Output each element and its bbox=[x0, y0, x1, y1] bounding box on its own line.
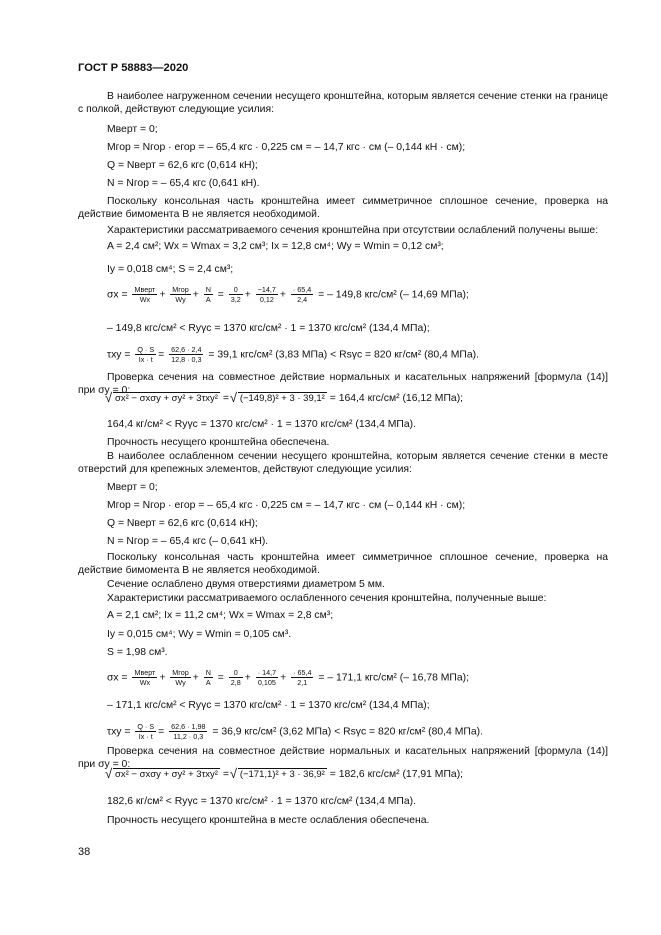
paragraph: Характеристики рассматриваемого ослабленного сечения кронштейна, полученные выше: bbox=[107, 593, 547, 604]
formula-line: Q = Nверт = 62,6 кгс (0,614 кН); bbox=[107, 160, 258, 171]
formula-line: S = 1,98 см³. bbox=[107, 647, 168, 658]
formula-line: Q = Nверт = 62,6 кгс (0,614 кН); bbox=[107, 518, 258, 529]
formula-line: – 149,8 кгс/см² < Ryγc = 1370 кгс/см² · 1 = 1370 кгс/см² (134,4 МПа); bbox=[107, 323, 430, 334]
fraction: $\frac{N}{A}$ bbox=[205, 668, 211, 687]
fraction: $\frac{\cdot 65,4}{2,4}$ bbox=[292, 285, 312, 304]
formula-line: N = Nгор = – 65,4 кгс (0,641 кН). bbox=[107, 178, 260, 189]
fraction: $\frac{\text{Mверт}}{Wx}$ bbox=[134, 668, 156, 687]
formula-lhs: τxy = bbox=[107, 349, 131, 361]
formula-lhs: σx = bbox=[107, 289, 128, 301]
formula-result: = 39,1 кгс/см² (3,83 МПа) < Rsγc = 820 кг/см² (80,4 МПа). bbox=[208, 349, 479, 361]
fraction: $\frac{\cdot 65,4}{2,1}$ bbox=[293, 668, 312, 687]
paragraph: Поскольку консольная часть кронштейна имеет симметричное сплошное сечение, проверка на действие бимомента B не является необходимой. bbox=[78, 196, 608, 220]
formula-line: N = Nгор = – 65,4 кгс (– 0,641 кН). bbox=[107, 536, 269, 547]
paragraph: Проверка сечения на совместное действие нормальных и касательных напряжений [формула (14)] при σy = 0: bbox=[78, 746, 608, 770]
paragraph: Проверка сечения на совместное действие нормальных и касательных напряжений [формула (14)] при σy = 0: bbox=[78, 372, 608, 396]
formula-line: Iy = 0,018 см⁴; S = 2,4 см³; bbox=[107, 264, 234, 275]
paragraph: Прочность несущего кронштейна обеспечена. bbox=[107, 437, 330, 448]
formula-line: 164,4 кг/см² < Ryγc = 1370 кгс/см² · 1 = 1370 кгс/см² (134,4 МПа). bbox=[107, 419, 417, 430]
formula-line: A = 2,1 см²; Ix = 11,2 см⁴; Wx = Wmax = 2,8 см³; bbox=[107, 610, 334, 621]
paragraph: Сечение ослаблено двумя отверстиями диаметром 5 мм. bbox=[107, 579, 385, 590]
formula-line: Mверт = 0; bbox=[107, 482, 158, 493]
fraction: $\frac{Q \cdot S}{Ix \cdot t}$ bbox=[137, 722, 155, 741]
fraction: $\frac{\text{Mгор}}{Wy}$ bbox=[172, 285, 189, 304]
sqrt-expression: √ (−171,1)² + 3 · 36,9² bbox=[238, 768, 327, 781]
formula-result: = 164,4 кгс/см² (16,12 МПа); bbox=[329, 393, 464, 404]
formula-result: = 182,6 кгс/см² (17,91 МПа); bbox=[329, 769, 464, 780]
fraction: $\frac{Q \cdot S}{Ix \cdot t}$ bbox=[137, 345, 155, 364]
paragraph: В наиболее ослабленном сечении несущего кронштейна, которым является сечение стенки в месте отверстий для крепежных элементов, действуют следующие усилия: bbox=[78, 451, 608, 475]
formula-result: = – 149,8 кгс/см² (– 14,69 МПа); bbox=[318, 289, 469, 301]
fraction: $\frac{\text{Mгор}}{Wy}$ bbox=[172, 668, 189, 687]
fraction: $\frac{-14,7}{0,12}$ bbox=[257, 285, 276, 304]
paragraph: Характеристики рассматриваемого сечения кронштейна при отсутствии ослаблений получены выше: bbox=[107, 225, 599, 236]
combined-check-formula: √ σx² − σxσy + σy² + 3τxy² = √ (−171,1)² + 3 · 36,9² = 182,6 кгс/см² (17,91 МПа); bbox=[107, 768, 463, 781]
formula-line: – 171,1 кгс/см² < Ryγc = 1370 кгс/см² · 1 = 1370 кгс/см² (134,4 МПа); bbox=[107, 700, 430, 711]
paragraph: Прочность несущего кронштейна в месте ослабления обеспечена. bbox=[107, 815, 430, 826]
fraction: $\frac{0}{2,8}$ bbox=[230, 668, 241, 687]
sigma-formula: σx = $\frac{\text{Mверт}}{Wx}$ + $\frac{\text{Mгор}}{Wy}$ + $\frac{N}{A}$ = $\frac{0}{3,2}$ + $\frac{-14,7}{0,12}$ + $\frac{\cdot 65,4}{2,4}$ = – 149,8 кгс/см² (– 14,69 МПа); bbox=[107, 285, 469, 304]
tau-formula: τxy = $\frac{Q \cdot S}{Ix \cdot t}$ = $\frac{62,6 \cdot 1,98}{11,2 \cdot 0,3}$ = 36,9 кгс/см² (3,62 МПа) < Rsγc = 820 кг/см² (80,4 МПа). bbox=[107, 722, 483, 741]
formula-line: 182,6 кг/см² < Ryγc = 1370 кгс/см² · 1 = 1370 кгс/см² (134,4 МПа). bbox=[107, 796, 417, 807]
tau-formula: τxy = $\frac{Q \cdot S}{Ix \cdot t}$ = $\frac{62,6 \cdot 2,4}{12,8 \cdot 0,3}$ = 39,1 кгс/см² (3,83 МПа) < Rsγc = 820 кг/см² (80,4 МПа). bbox=[107, 345, 479, 364]
formula-line: Iy = 0,015 см⁴; Wy = Wmin = 0,105 см³. bbox=[107, 629, 292, 640]
sqrt-expression: √ σx² − σxσy + σy² + 3τxy² bbox=[113, 392, 220, 405]
fraction: $\frac{62,6 \cdot 1,98}{11,2 \cdot 0,3}$ bbox=[171, 722, 206, 741]
formula-lhs: τxy = bbox=[107, 726, 131, 738]
sigma-formula: σx = $\frac{\text{Mверт}}{Wx}$ + $\frac{\text{Mгор}}{Wy}$ + $\frac{N}{A}$ = $\frac{0}{2,8}$ + $\frac{\cdot 14,7}{0,105}$ + $\frac{\cdot 65,4}{2,1}$ = – 171,1 кгс/см² (– 16,78 МПа); bbox=[107, 668, 470, 687]
fraction: $\frac{N}{A}$ bbox=[205, 285, 211, 304]
fraction: $\frac{\text{Mверт}}{Wx}$ bbox=[134, 285, 156, 304]
sqrt-expression: √ σx² − σxσy + σy² + 3τxy² bbox=[113, 768, 220, 781]
formula-lhs: σx = bbox=[107, 672, 128, 684]
fraction: $\frac{0}{3,2}$ bbox=[230, 285, 241, 304]
formula-line: A = 2,4 см²; Wx = Wmax = 3,2 см³; Ix = 12,8 см⁴; Wy = Wmin = 0,12 см³; bbox=[107, 241, 444, 252]
combined-check-formula: √ σx² − σxσy + σy² + 3τxy² = √ (−149,8)² + 3 · 39,1² = 164,4 кгс/см² (16,12 МПа); bbox=[107, 392, 463, 405]
formula-result: = – 171,1 кгс/см² (– 16,78 МПа); bbox=[318, 672, 470, 684]
paragraph: В наиболее нагруженном сечении несущего кронштейна, которым является сечение стенки на границе с полкой, действуют следующие усилия: bbox=[78, 91, 608, 115]
fraction: $\frac{62,6 \cdot 2,4}{12,8 \cdot 0,3}$ bbox=[171, 345, 202, 364]
page-number: 38 bbox=[78, 846, 91, 858]
formula-line: Mгор = Nгор · eгор = – 65,4 кгс · 0,225 см = – 14,7 кгс · см (– 0,144 кН · см); bbox=[107, 500, 466, 511]
formula-result: = 36,9 кгс/см² (3,62 МПа) < Rsγc = 820 кг/см² (80,4 МПа). bbox=[212, 726, 483, 738]
formula-line: Mгор = Nгор · eгор = – 65,4 кгс · 0,225 см = – 14,7 кгс · см (– 0,144 кН · см); bbox=[107, 142, 466, 153]
formula-line: Mверт = 0; bbox=[107, 124, 158, 135]
sqrt-expression: √ (−149,8)² + 3 · 39,1² bbox=[238, 392, 327, 405]
document-header: ГОСТ Р 58883—2020 bbox=[78, 62, 189, 74]
paragraph: Поскольку консольная часть кронштейна имеет симметричное сплошное сечение, проверка на действие бимомента B не является необходимой. bbox=[78, 552, 608, 576]
fraction: $\frac{\cdot 14,7}{0,105}$ bbox=[257, 668, 277, 687]
